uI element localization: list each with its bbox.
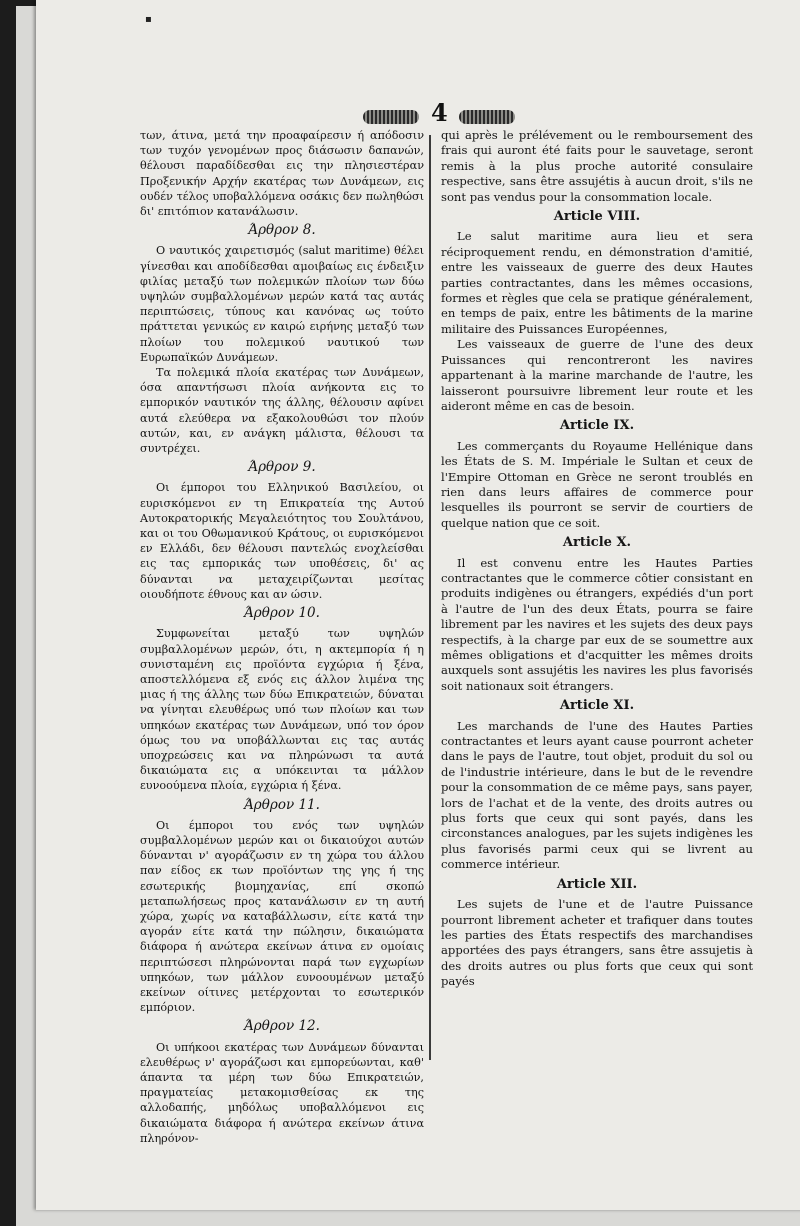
greek-article-10-heading: Άρθρον 10. [244, 605, 320, 622]
page-number: 4 [431, 98, 448, 127]
greek-article-9-heading: Άρθρον 9. [248, 459, 316, 476]
french-paragraph: Les commerçants du Royaume Hellénique dans les États de S. M. Impériale le Sultan et ceux de l'Empire Ottoman en Grèce ne seront troublés en rien dans leurs affaires de commerce pour lesquelles ils pourront se servir de courtiers de quelque nation que ce soit. [441, 438, 753, 530]
greek-article-11-heading: Άρθρον 11. [244, 796, 320, 813]
greek-article-12-heading: Άρθρον 12. [244, 1018, 320, 1035]
french-article-11-heading: Article XI. [559, 698, 635, 714]
greek-column [140, 128, 424, 1146]
greek-paragraph: Οι υπήκοοι εκατέρας των Δυνάμεων δύνανται ελευθέρως ν' αγοράζωσι και εμπορεύωνται, καθ' άπαντα τα μέρη των δύω Επικρατειών, πραγματείας μετακομισθείσας εκ της αλλοδαπής, μηδόλως υποβαλλόμενοι εις δικαιώματα διάφορα ή ανώτερα εκείνων άτινα πληρόνον- [140, 1040, 424, 1145]
page-header [363, 98, 543, 130]
french-paragraph: Le salut maritime aura lieu et sera réciproquement rendu, en démonstration d'amitié, entre les vaisseaux de guerre des deux Hautes parties contractantes, dans les mêmes occasions, formes et règles que cela se pratique généralement, en temps de paix, entre les bâtiments de la marine militaire des Puissances Européennes, [441, 229, 753, 336]
french-article-10-heading: Article X. [562, 535, 632, 551]
french-column [441, 128, 753, 990]
french-paragraph: Il est convenu entre les Hautes Parties contractantes que le commerce côtier consistant en produits indigènes ou étrangers, expédiés d'un port à l'autre de l'un des deux États, pourra se faire librement par les navires et les sujets des deux pays respectifs, à la charge par eux de se soumettre aux mêmes obligations et d'acquitter les mêmes droits auxquels sont assujétis les navires les plus favorisés soit nationaux soit étrangers. [441, 555, 753, 693]
greek-paragraph: Συμφωνείται μεταξύ των υψηλών συμβαλλομένων μερών, ότι, η ακτεμπορία ή η συνισταμένη εις προϊόντα εγχώρια ή ξένα, αποστελλόμενα εξ ενός εις άλλον λιμένα της μιας ή της άλλης των δύω Επικρατειών, δύναται να γίνηται ελευθέρως υπό των πλοίων και των υπηκόων εκατέρας των Δυνάμεων, υπό τον όρον όμως του να υποβάλλωνται εις τας αυτάς υποχρεώσεις και να πληρώνωσι τα αυτά δικαιώματα εις α υπόκεινται τα μάλλον ευνοούμενα πλοία, εγχώρια ή ξένα. [140, 627, 424, 793]
french-article-8-heading: Article VIII. [553, 209, 641, 225]
greek-paragraph: Οι έμποροι του ενός των υψηλών συμβαλλομένων μερών και οι δικαιούχοι αυτών δύνανται ν' αγοράζωσιν εν τη χώρα του άλλου παν είδος εκ των προϊόντων της γης ή της εσωτερικής βιομηχανίας, επί σκοπώ μεταπωλήσεως προς κατανάλωσιν εν τη αυτή χώρα, χωρίς να καταβάλλωσιν, είτε κατά την αγοράν είτε κατά την πώλησιν, δικαιώματα διάφορα ή ανώτερα εκείνων άτινα εν ομοίαις περιπτώσεσι πληρώνονται παρά των εγχωρίων υπηκόων, των μάλλον ευνοουμένων μεταξύ εκείνων οίτινες μετέρχονται το εσωτερικόν εμπόριον. [140, 818, 424, 1015]
french-paragraph: qui après le prélévement ou le remboursement des frais qui auront été faits pour le sauvetage, seront remis à la plus proche autorité consulaire respective, sans être assujétis à aucun droit, s'ils ne sont pas vendus pour la consommation locale. [441, 128, 753, 204]
french-article-12-heading: Article XII. [556, 876, 638, 892]
corner-mark: ▪ [145, 14, 152, 25]
greek-paragraph: Ο ναυτικός χαιρετισμός (salut maritime) θέλει γίνεσθαι και αποδίδεσθαι αμοιβαίως εις ένδειξιν φιλίας μεταξύ των πολεμικών πλοίων των δύω υψηλών συμβαλλομένων μερών κατά τας αυτάς περιπτώσεις, τύπους και κανόνας ως τούτο πράττεται γενικώς εν καιρώ ειρήνης μεταξύ των πλοίων του πολεμικού ναυτικού των Ευρωπαϊκών Δυνάμεων. [140, 244, 424, 364]
greek-paragraph: Τα πολεμικά πλοία εκατέρας των Δυνάμεων, όσα απαντήσωσι πλοία ανήκοντα εις το εμπορικόν ναυτικόν της άλλης, θέλουσιν αφίνει αυτά ελεύθερα να εξακολουθώσι τον πλούν αυτών, και, εν ανάγκη μάλιστα, θέλουσι τα συντρέχει. [140, 366, 424, 456]
french-paragraph: Les sujets de l'une et de l'autre Puissance pourront librement acheter et trafiquer dans toutes les parties des États respectifs des marchandises apportées des pays étrangers, sans être assujetis à des droits autres ou plus forts que ceux qui sont payés [441, 897, 753, 989]
greek-paragraph: Οι έμποροι του Ελληνικού Βασιλείου, οι ευρισκόμενοι εν τη Επικρατεία της Αυτού Αυτοκρατορικής Μεγαλειότητος του Σουλτάνου, και οι του Οθωμανικού Κράτους, οι ευρισκόμενοι εν Ελλάδι, δεν θέλουσι παντελώς ενοχλείσθαι εις τας εμπορικάς των υποθέσεις, δι' ας δύνανται να μεταχειρίζωνται μεσίτας οιουδήποτε έθνους και αν ώσιν. [140, 481, 424, 601]
left-ornament-icon [363, 110, 419, 124]
french-paragraph: Les marchands de l'une des Hautes Parties contractantes et leurs ayant cause pourront acheter dans le pays de l'autre, tout objet, produit du sol ou de l'industrie intérieure, dans le but de le revendre pour la consommation de ce même pays, sans payer, lors de l'achat et de la vente, des droits autres ou plus forts que ceux qui sont payés, dans les circonstances analogues, par les sujets indigènes les plus favorisés parmi ceux qui se livrent au commerce intérieur. [441, 718, 753, 872]
french-paragraph: Les vaisseaux de guerre de l'une des deux Puissances qui rencontreront les navires appartenant à la marine marchande de l'autre, les laisseront poursuivre librement leur route et les aideront même en cas de besoin. [441, 337, 753, 413]
column-divider [429, 135, 431, 1060]
greek-article-8-heading: Άρθρον 8. [248, 222, 316, 239]
right-ornament-icon [459, 110, 515, 124]
french-article-9-heading: Article IX. [559, 418, 635, 434]
greek-paragraph: των, άτινα, μετά την προαφαίρεσιν ή απόδοσιν των τυχόν γενομένων προς διάσωσιν δαπανών, θέλουσι παραδίδεσθαι εις την πλησιεστέραν Προξενικήν Αρχήν εκατέρας των Δυνάμεων, εις ουδέν τέλος υποβαλλόμενα οσάκις δεν πωληθώσι δι' επιτόπιον κατανάλωσιν. [140, 129, 424, 219]
